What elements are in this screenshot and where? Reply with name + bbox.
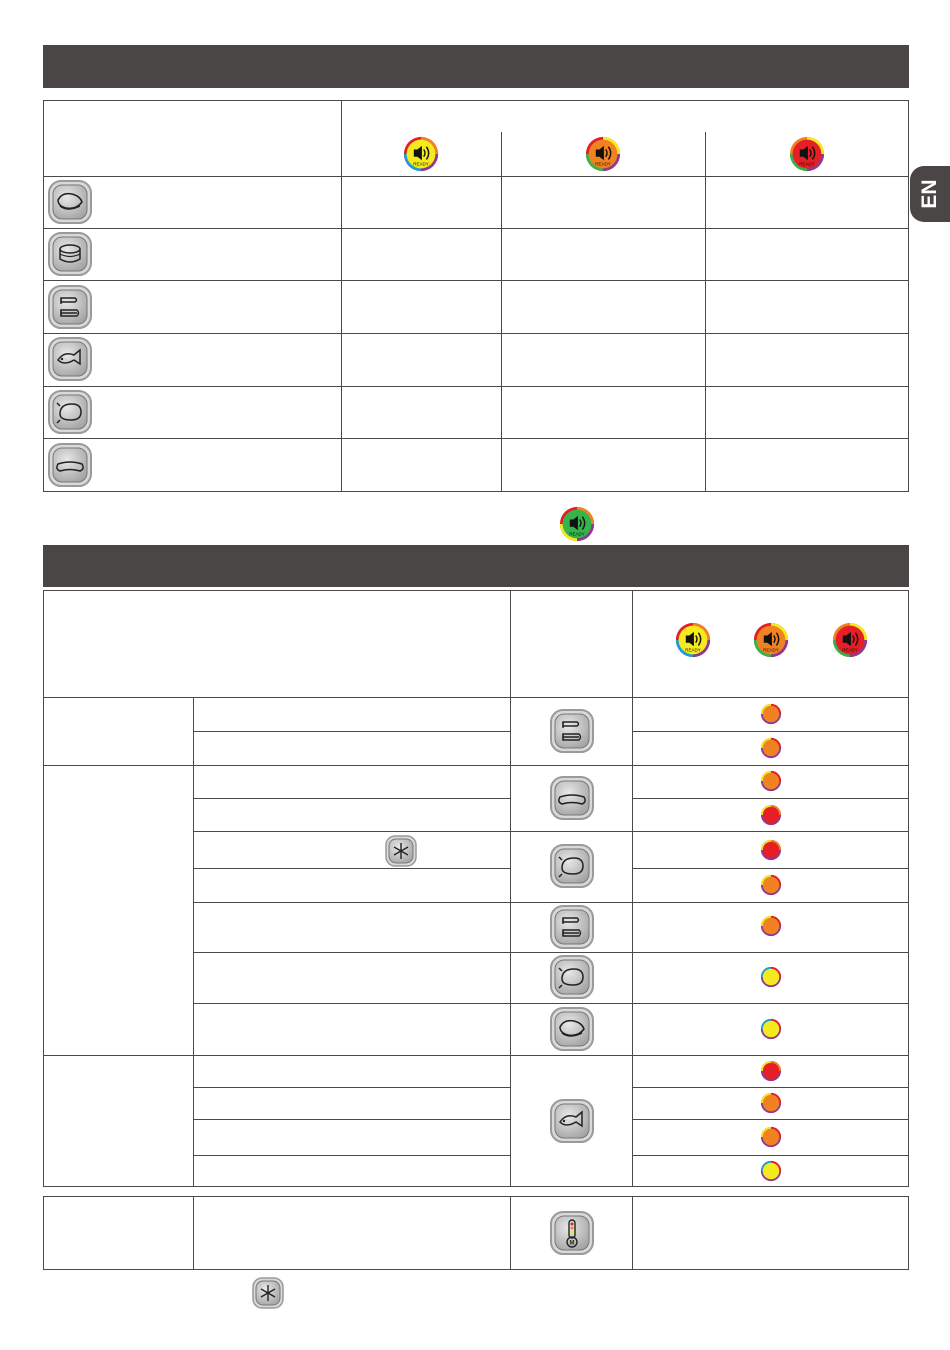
ready-level-yellow-icon <box>675 622 711 658</box>
level-orange-dot <box>760 1126 782 1148</box>
snowflake-icon <box>252 1277 284 1309</box>
ready-level-red-icon <box>832 622 868 658</box>
sausage-icon <box>48 443 92 487</box>
language-tab <box>910 166 950 222</box>
poultry-icon <box>48 390 92 434</box>
poultry-icon <box>550 844 594 888</box>
svg-text:M: M <box>569 1240 575 1247</box>
ready-level-orange-icon <box>753 622 789 658</box>
snowflake-icon <box>385 835 417 867</box>
burger-icon <box>48 232 92 276</box>
level-orange-dot <box>760 915 782 937</box>
manual-thermometer-icon <box>550 1211 594 1255</box>
level-red-dot <box>760 839 782 861</box>
sausage-icon <box>550 776 594 820</box>
svg-text:READY: READY <box>595 161 611 167</box>
svg-text:READY: READY <box>413 161 429 167</box>
steak-icon <box>48 180 92 224</box>
ready-level-yellow-icon <box>403 136 439 172</box>
ready-level-red-icon <box>789 136 825 172</box>
level-orange-dot <box>760 1092 782 1114</box>
steak-icon <box>550 1007 594 1051</box>
level-orange-dot <box>760 737 782 759</box>
language-tab-label: EN <box>918 179 941 209</box>
svg-text:READY: READY <box>569 531 585 537</box>
section-2-header-bar <box>43 545 909 587</box>
level-orange-dot <box>760 703 782 725</box>
ready-green-icon <box>559 506 595 542</box>
svg-text:READY: READY <box>685 647 701 653</box>
section-1-header-bar <box>43 45 909 88</box>
svg-text:READY: READY <box>842 647 858 653</box>
ready-level-orange-icon <box>585 136 621 172</box>
level-orange-dot <box>760 770 782 792</box>
bacon-icon <box>48 285 92 329</box>
level-yellow-dot <box>760 1160 782 1182</box>
level-yellow-dot <box>760 966 782 988</box>
bacon-icon <box>550 709 594 753</box>
level-orange-dot <box>760 874 782 896</box>
bacon-icon <box>550 905 594 949</box>
svg-text:READY: READY <box>763 647 779 653</box>
level-red-dot <box>760 1060 782 1082</box>
level-red-dot <box>760 804 782 826</box>
fish-icon <box>48 337 92 381</box>
fish-icon <box>550 1099 594 1143</box>
level-yellow-dot <box>760 1018 782 1040</box>
svg-text:READY: READY <box>799 161 815 167</box>
poultry-icon <box>550 955 594 999</box>
